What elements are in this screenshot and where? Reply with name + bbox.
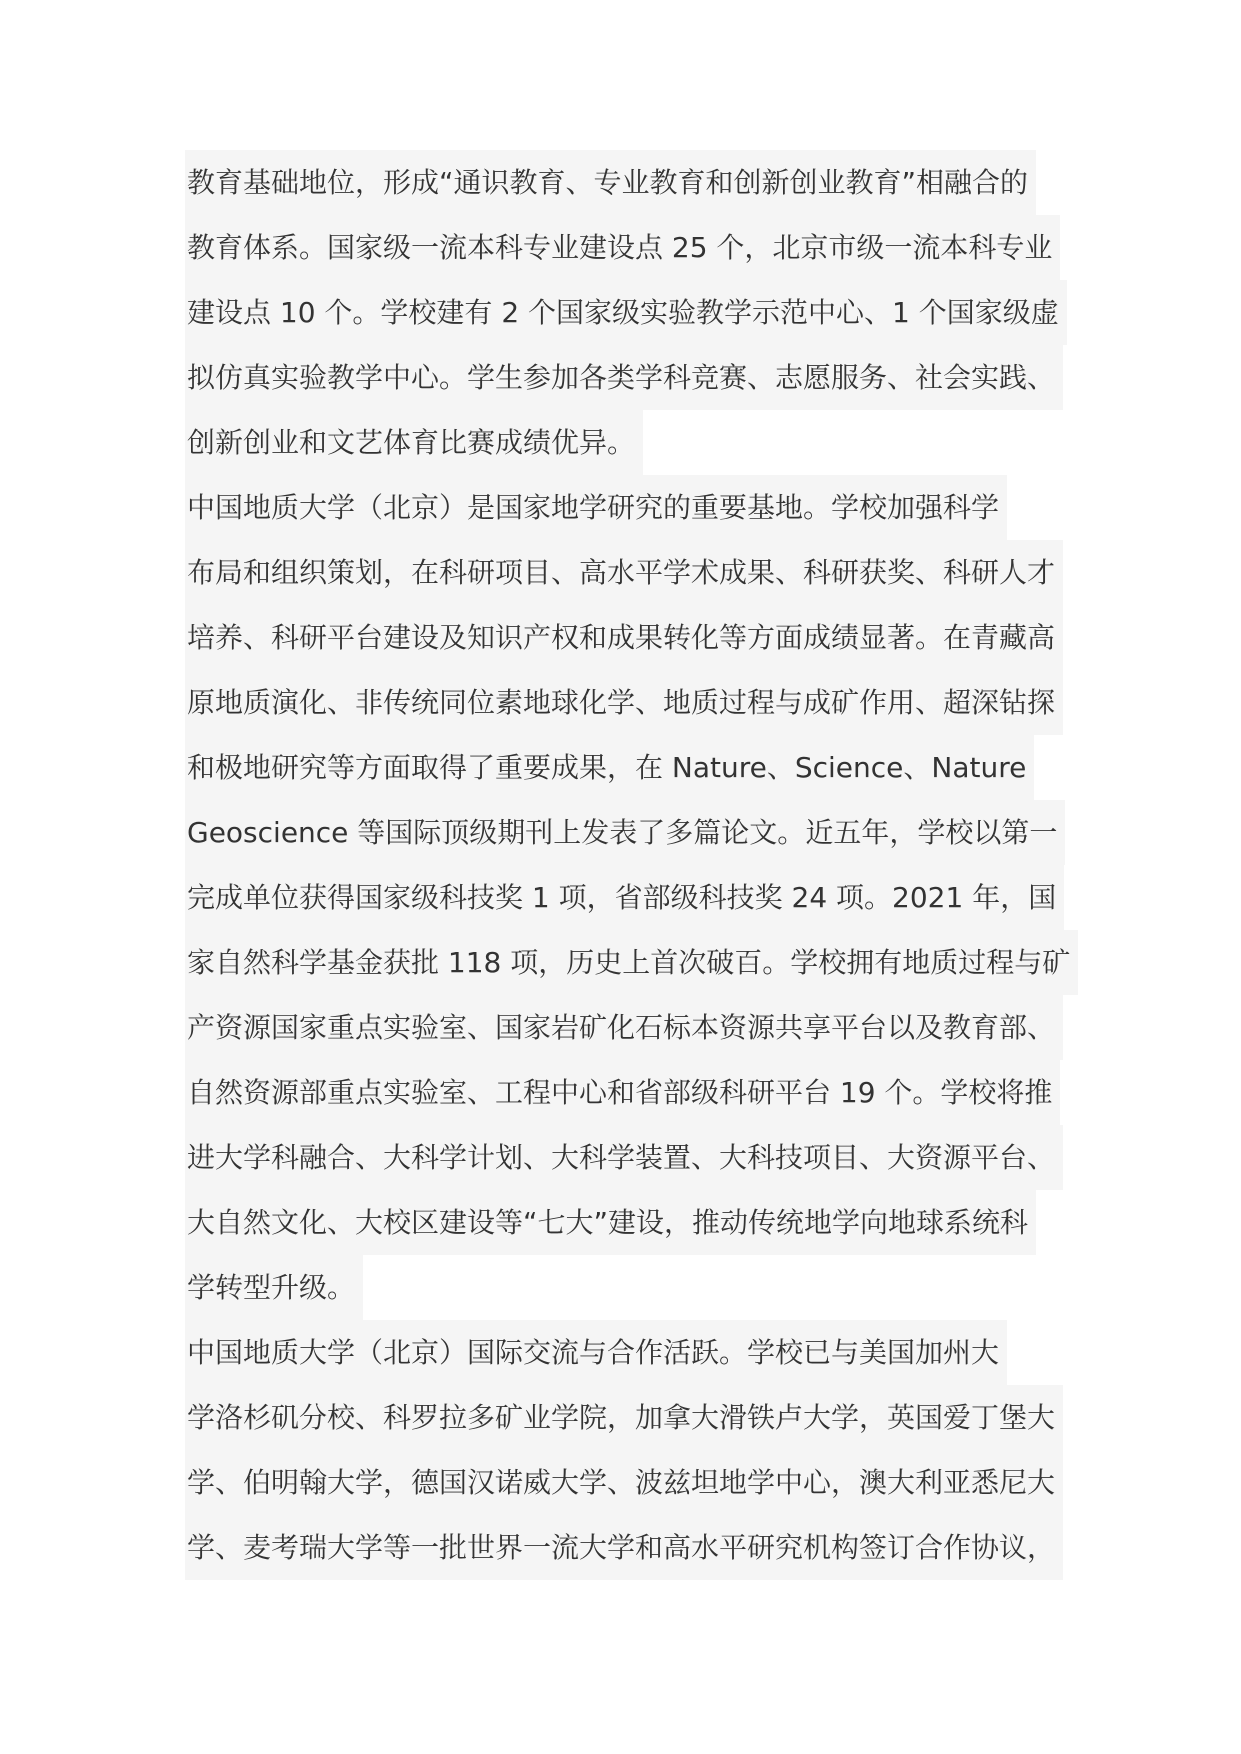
text-line: 大自然文化、大校区建设等“七大”建设，推动传统地学向地球系统科	[185, 1190, 1105, 1255]
text-line: 家自然科学基金获批 118 项，历史上首次破百。学校拥有地质过程与矿	[185, 930, 1105, 995]
text-line: 和极地研究等方面取得了重要成果，在 Nature、Science、Nature	[185, 735, 1105, 800]
text-line: 学转型升级。	[185, 1255, 1105, 1320]
text-line: 学洛杉矶分校、科罗拉多矿业学院，加拿大滑铁卢大学，英国爱丁堡大	[185, 1385, 1105, 1450]
text-line: 学、麦考瑞大学等一批世界一流大学和高水平研究机构签订合作协议，	[185, 1515, 1105, 1580]
text-line: 拟仿真实验教学中心。学生参加各类学科竞赛、志愿服务、社会实践、	[185, 345, 1105, 410]
text-line: 培养、科研平台建设及知识产权和成果转化等方面成绩显著。在青藏高	[185, 605, 1105, 670]
text-line: Geoscience 等国际顶级期刊上发表了多篇论文。近五年，学校以第一	[185, 800, 1105, 865]
text-line: 中国地质大学（北京）国际交流与合作活跃。学校已与美国加州大	[185, 1320, 1105, 1385]
text-line: 教育基础地位，形成“通识教育、专业教育和创新创业教育”相融合的	[185, 150, 1105, 215]
text-line: 建设点 10 个。学校建有 2 个国家级实验教学示范中心、1 个国家级虚	[185, 280, 1105, 345]
text-line: 布局和组织策划，在科研项目、高水平学术成果、科研获奖、科研人才	[185, 540, 1105, 605]
text-line: 原地质演化、非传统同位素地球化学、地质过程与成矿作用、超深钻探	[185, 670, 1105, 735]
text-line: 完成单位获得国家级科技奖 1 项，省部级科技奖 24 项。2021 年，国	[185, 865, 1105, 930]
text-line: 自然资源部重点实验室、工程中心和省部级科研平台 19 个。学校将推	[185, 1060, 1105, 1125]
text-line: 创新创业和文艺体育比赛成绩优异。	[185, 410, 1105, 475]
text-line: 教育体系。国家级一流本科专业建设点 25 个，北京市级一流本科专业	[185, 215, 1105, 280]
text-line: 产资源国家重点实验室、国家岩矿化石标本资源共享平台以及教育部、	[185, 995, 1105, 1060]
document-body	[185, 150, 1105, 1580]
text-line: 进大学科融合、大科学计划、大科学装置、大科技项目、大资源平台、	[185, 1125, 1105, 1190]
text-line: 学、伯明翰大学，德国汉诺威大学、波兹坦地学中心，澳大利亚悉尼大	[185, 1450, 1105, 1515]
text-line: 中国地质大学（北京）是国家地学研究的重要基地。学校加强科学	[185, 475, 1105, 540]
